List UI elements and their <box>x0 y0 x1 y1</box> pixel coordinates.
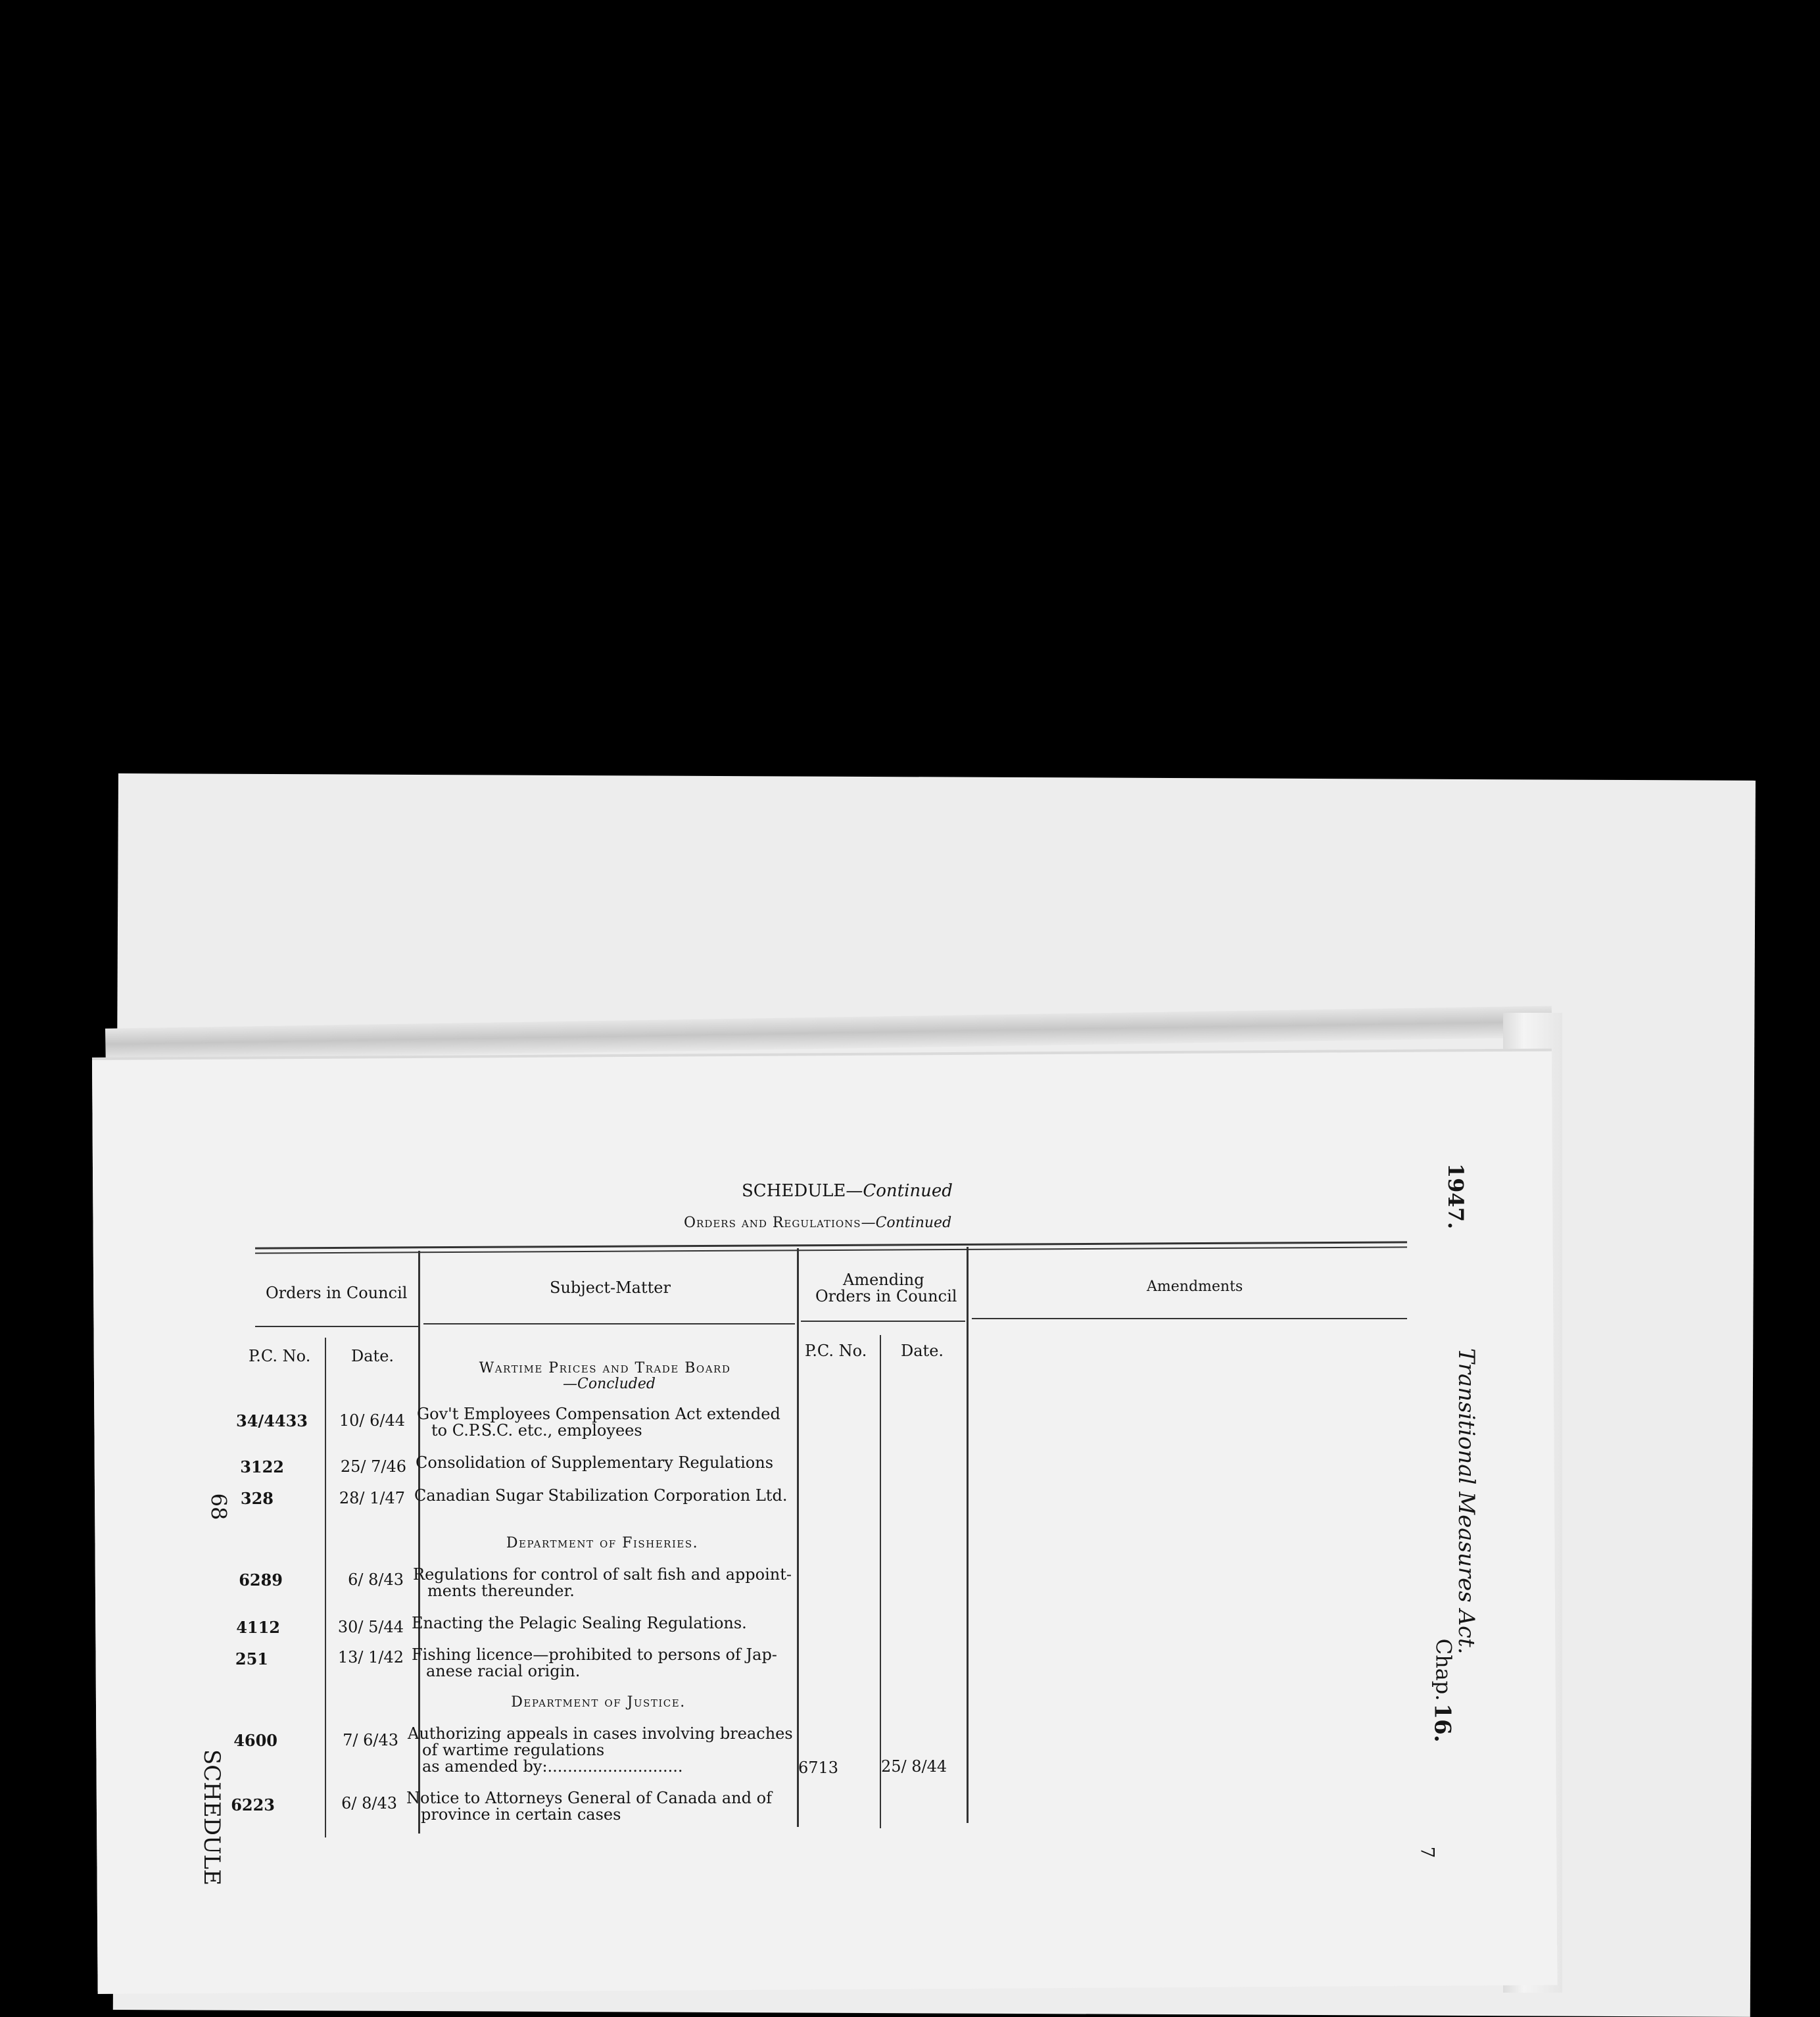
row-subject-line: Fishing licence—prohibited to persons of Jap- <box>412 1645 777 1664</box>
schedule-title <box>742 1181 953 1201</box>
row-amend-pc-no: 6713 <box>798 1759 839 1777</box>
row-subject <box>413 1567 807 1599</box>
schedule-subtitle-suffix: —Continued <box>861 1215 952 1231</box>
subheader-pc-no: P.C. No. <box>249 1347 311 1365</box>
row-subject <box>412 1647 806 1680</box>
row-subject-line: to C.P.S.C. etc., employees <box>431 1421 642 1440</box>
header-amending-1: Amending <box>843 1271 924 1289</box>
schedule-subtitle-text: Orders and Regulations <box>684 1215 861 1231</box>
row-subject-line: Gov't Employees Compensation Act extended <box>417 1405 780 1423</box>
header-amending-2: Orders in Council <box>815 1287 957 1305</box>
row-pc-no: 4600 <box>233 1731 277 1750</box>
row-pc-no: 4112 <box>236 1618 280 1637</box>
header-bottom-rule-left <box>255 1326 419 1327</box>
left-page-number: 68 <box>206 1493 231 1520</box>
row-subject-line: Regulations for control of salt fish and appoint- <box>413 1565 792 1584</box>
row-subject-line: of wartime regulations <box>422 1741 605 1759</box>
row-subject-line: Authorizing appeals in cases involving breaches <box>408 1724 793 1743</box>
header-bottom-rule-amend <box>801 1321 965 1322</box>
row-subject-line: Consolidation of Supplementary Regulations <box>416 1453 774 1472</box>
row-subject-line: ments thereunder. <box>427 1582 575 1600</box>
row-pc-no: 34/4433 <box>236 1411 308 1430</box>
right-page-number: 7 <box>1416 1846 1439 1859</box>
section-wartime-prices-subtitle: —Concluded <box>563 1376 656 1392</box>
row-date: 7/ 6/43 <box>343 1731 398 1749</box>
row-subject-line: Canadian Sugar Stabilization Corporation Ltd. <box>414 1486 788 1505</box>
row-pc-no: 6223 <box>231 1795 275 1814</box>
row-subject-line: Notice to Attorneys General of Canada and of <box>406 1789 772 1807</box>
row-subject <box>406 1790 801 1823</box>
row-subject <box>408 1726 802 1775</box>
schedule-title-text: SCHEDULE <box>742 1181 846 1201</box>
row-pc-no: 6289 <box>239 1570 283 1590</box>
header-bottom-rule-mid <box>423 1323 795 1324</box>
row-subject-line: Enacting the Pelagic Sealing Regulations. <box>412 1614 747 1632</box>
header-orders-in-council: Orders in Council <box>266 1284 408 1302</box>
row-pc-no: 3122 <box>240 1457 284 1476</box>
header-bottom-rule-right <box>972 1318 1407 1319</box>
row-subject <box>412 1615 806 1632</box>
row-date: 10/ 6/44 <box>339 1411 405 1430</box>
schedule-subtitle <box>684 1215 951 1231</box>
right-act-title: Transitional Measures Act. <box>1453 1348 1479 1655</box>
section-wartime-prices: Wartime Prices and Trade Board <box>479 1360 731 1376</box>
row-amend-date: 25/ 8/44 <box>881 1757 947 1776</box>
row-date: 28/ 1/47 <box>339 1489 405 1507</box>
subheader-date: Date. <box>351 1347 395 1365</box>
row-pc-no: 328 <box>240 1489 274 1508</box>
row-pc-no: 251 <box>235 1649 268 1668</box>
row-date: 30/ 5/44 <box>337 1618 404 1636</box>
row-subject <box>414 1488 809 1504</box>
row-date: 13/ 1/42 <box>337 1648 404 1666</box>
row-subject-line: anese racial origin. <box>426 1662 581 1680</box>
subheader-amend-date: Date. <box>901 1342 944 1360</box>
row-date: 6/ 8/43 <box>341 1794 397 1812</box>
schedule-title-suffix: —Continued <box>846 1181 953 1201</box>
right-year: 1947. <box>1443 1163 1469 1230</box>
row-subject <box>416 1455 810 1471</box>
row-subject-line: province in certain cases <box>421 1805 621 1824</box>
col-divider-pcdate-right <box>880 1335 881 1828</box>
col-divider-amending <box>967 1247 969 1823</box>
row-date: 6/ 8/43 <box>348 1570 404 1589</box>
row-date: 25/ 7/46 <box>340 1457 406 1476</box>
header-amendments: Amendments <box>1147 1278 1243 1295</box>
header-subject-matter: Subject-Matter <box>550 1278 671 1297</box>
section-fisheries: Department of Fisheries. <box>506 1535 699 1551</box>
right-chap-label: Chap. <box>1431 1638 1456 1701</box>
left-running-title: SCHEDULE <box>199 1749 225 1886</box>
right-chap-number: 16. <box>1429 1703 1456 1743</box>
row-subject-line: as amended by:........................... <box>422 1757 683 1776</box>
subheader-amend-pc-no: P.C. No. <box>805 1342 867 1360</box>
section-justice: Department of Justice. <box>511 1694 686 1711</box>
row-subject <box>417 1406 811 1439</box>
